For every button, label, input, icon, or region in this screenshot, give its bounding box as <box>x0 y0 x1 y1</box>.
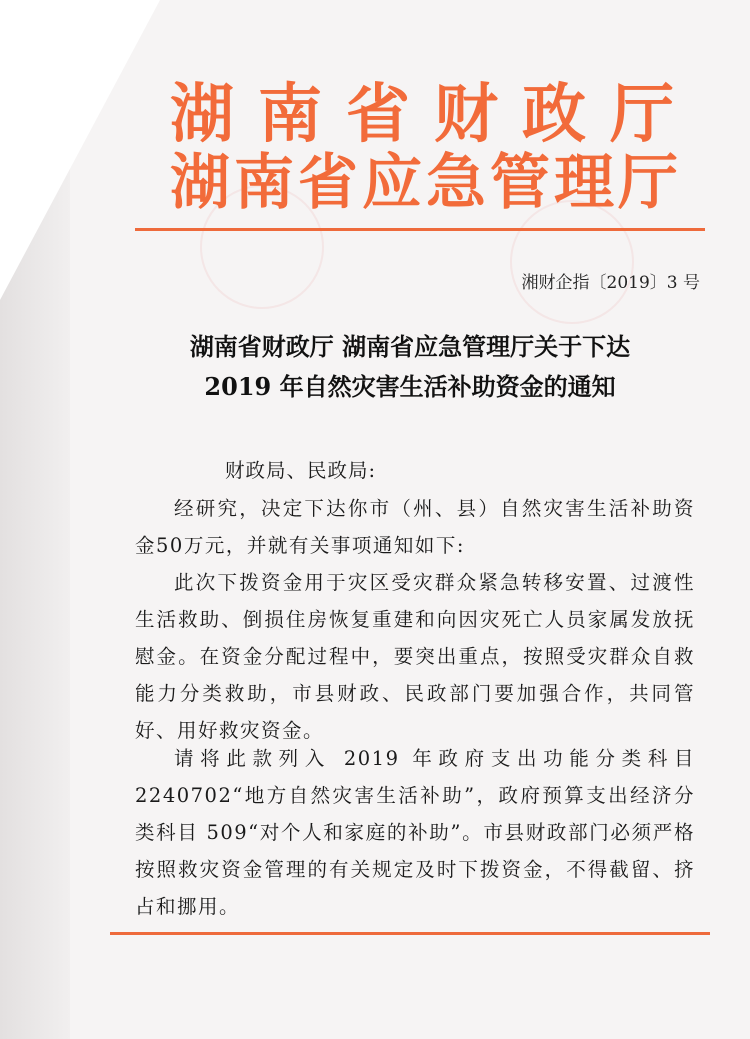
addressee: 财政局、民政局: <box>225 459 377 482</box>
paragraph-1: 经研究，决定下达你市（州、县）自然灾害生活补助资金50万元，并就有关事项通知如下: <box>135 497 695 557</box>
issuer-header-line-2: 湖南省应急管理厅 <box>170 148 682 218</box>
document-title-line-1: 湖南省财政厅 湖南省应急管理厅关于下达 <box>189 332 631 361</box>
header-red-rule <box>135 228 705 231</box>
document-number: 湘财企指〔2019〕3 号 <box>521 273 700 293</box>
paragraph-2: 此次下拨资金用于灾区受灾群众紧急转移安置、过渡性生活救助、倒损住房恢复重建和向因灾死亡人员家属发放抚慰金。在资金分配过程中，要突出重点，按照受灾群众自救能力分类救助，市县财政、民政部门要加强合作，共同管好、用好救灾资金。 <box>135 571 695 742</box>
issuer-header-line-1: 湖南省财政厅 <box>170 77 698 152</box>
paragraph-3: 请将此款列入 2019 年政府支出功能分类科目 2240702“地方自然灾害生活补助”，政府预算支出经济分类科目 509“对个人和家庭的补助”。市县财政部门必须严格按照救灾资金管理的有关规定及时下拨资金，不得截留、挤占和挪用。 <box>135 747 695 918</box>
faint-stamp-bleed <box>510 200 634 324</box>
footer-red-rule <box>110 932 710 935</box>
document-title-line-2: 2019 年自然灾害生活补助资金的通知 <box>204 372 616 401</box>
